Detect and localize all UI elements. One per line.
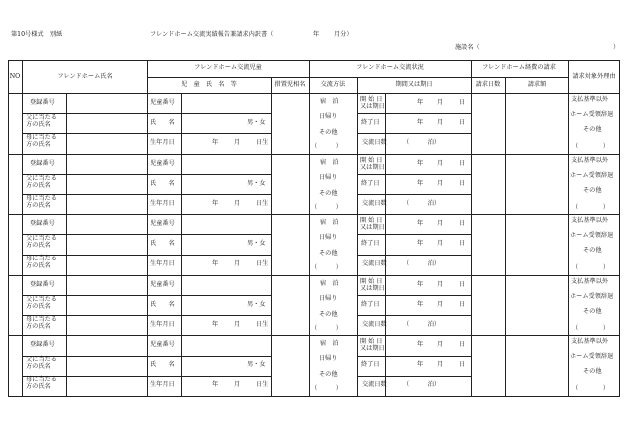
reason-other-label: その他 [583, 307, 602, 315]
birth-month-label: 月 [234, 381, 241, 389]
child-name-label: 氏 名 [150, 300, 175, 308]
sex-label: 男・女 [247, 361, 266, 369]
nights-label: （ 泊） [403, 139, 441, 146]
sex-label: 男・女 [247, 240, 266, 248]
method-other-paren: （ ） [311, 203, 342, 211]
col-exclusion-reason: 請求対象外理由 [572, 73, 616, 80]
form-number: 第10号様式 [11, 31, 44, 38]
reason-standard-label: 支払基準以外 [571, 338, 609, 346]
reason-standard-label: 支払基準以外 [571, 217, 609, 225]
reason-other-label: その他 [583, 247, 602, 255]
mother-name-label: 方の氏名 [26, 141, 51, 148]
birth-day-label: 日生 [256, 199, 269, 207]
col-no: NO [9, 73, 21, 80]
exchange-days-label: 交流日数 [362, 260, 387, 268]
start-date-label: 開 始 日 [360, 338, 383, 346]
nights-label: （ 泊） [403, 320, 441, 328]
method-daytrip-label: 日帰り [319, 113, 338, 120]
col-children-group: フレンドホーム交流児童 [194, 64, 262, 71]
registration-number-label: 登録番号 [30, 280, 55, 288]
reason-decline-label: ホーム受領辞退 [570, 111, 614, 118]
method-other-label: その他 [319, 250, 338, 258]
facility-label: 施設名（ [455, 44, 480, 51]
father-name-label: 父に当たる [26, 295, 57, 303]
method-other-label: その他 [319, 371, 338, 379]
registration-number-label: 登録番号 [30, 99, 55, 106]
method-other-paren: （ ） [311, 324, 342, 332]
sex-label: 男・女 [247, 179, 266, 187]
method-other-paren: （ ） [311, 264, 342, 272]
end-year-label: 年 [417, 240, 424, 248]
birthdate-label: 生年月日 [150, 199, 175, 207]
start-year-label: 年 [417, 341, 424, 349]
nights-label: （ 泊） [403, 199, 441, 207]
facility-close: ） [613, 44, 620, 51]
exchange-days-label: 交流日数 [362, 139, 387, 146]
exchange-days-label: 交流日数 [362, 320, 387, 328]
start-month-label: 月 [437, 341, 444, 349]
birth-year-label: 年 [212, 320, 219, 328]
start-day-label: 日 [459, 99, 466, 106]
mother-name-label: 母に当たる [26, 255, 57, 263]
reason-other-paren: （ ） [572, 324, 610, 332]
end-year-label: 年 [417, 300, 424, 308]
reason-standard-label: 支払基準以外 [571, 96, 609, 103]
mother-name-label: 方の氏名 [26, 201, 51, 209]
reason-decline-label: ホーム受領辞退 [570, 171, 614, 179]
end-date-label: 終了日 [361, 240, 380, 248]
end-year-label: 年 [417, 119, 424, 126]
method-stay-label: 宿 泊 [320, 158, 339, 166]
child-name-label: 氏 名 [150, 240, 175, 248]
method-daytrip-label: 日帰り [319, 234, 338, 242]
mother-name-label: 方の氏名 [26, 322, 51, 330]
reason-standard-label: 支払基準以外 [571, 277, 609, 285]
birth-day-label: 日生 [256, 139, 269, 146]
end-day-label: 日 [459, 119, 466, 126]
father-name-label: 方の氏名 [26, 302, 51, 310]
start-day-label: 日 [459, 341, 466, 349]
end-day-label: 日 [459, 300, 466, 308]
end-day-label: 日 [459, 179, 466, 187]
end-date-label: 終了日 [361, 179, 380, 187]
start-year-label: 年 [417, 280, 424, 288]
father-name-label: 父に当たる [26, 174, 57, 182]
father-name-label: 父に当たる [26, 356, 57, 364]
method-other-label: その他 [319, 310, 338, 318]
start-month-label: 月 [437, 99, 444, 106]
nights-label: （ 泊） [403, 260, 441, 268]
method-daytrip-label: 日帰り [319, 355, 338, 363]
birth-year-label: 年 [212, 139, 219, 146]
birth-day-label: 日生 [256, 320, 269, 328]
child-name-label: 氏 名 [150, 119, 175, 126]
exchange-days-label: 交流日数 [362, 381, 387, 389]
sex-label: 男・女 [247, 300, 266, 308]
birth-year-label: 年 [212, 260, 219, 268]
start-year-label: 年 [417, 220, 424, 228]
start-date-label: 又は期日 [360, 345, 385, 353]
method-stay-label: 宿 泊 [320, 98, 339, 105]
mother-name-label: 方の氏名 [26, 383, 51, 391]
end-month-label: 月 [437, 240, 444, 248]
method-stay-label: 宿 泊 [320, 219, 339, 227]
end-date-label: 終了日 [361, 361, 380, 369]
registration-number-label: 登録番号 [30, 159, 55, 167]
end-year-label: 年 [417, 179, 424, 187]
start-month-label: 月 [437, 280, 444, 288]
start-day-label: 日 [459, 159, 466, 167]
col-method: 交流方法 [320, 81, 346, 88]
child-name-label: 氏 名 [150, 179, 175, 187]
col-claim-amount: 請求額 [527, 81, 547, 88]
birthdate-label: 生年月日 [150, 260, 175, 268]
method-stay-label: 宿 泊 [320, 340, 339, 348]
birth-day-label: 日生 [256, 381, 269, 389]
reason-standard-label: 支払基準以外 [571, 156, 609, 164]
father-name-label: 方の氏名 [26, 242, 51, 250]
end-year-label: 年 [417, 361, 424, 369]
father-name-label: 方の氏名 [26, 121, 51, 128]
reason-other-paren: （ ） [572, 203, 610, 211]
birth-year-label: 年 [212, 199, 219, 207]
birthdate-label: 生年月日 [150, 139, 175, 146]
mother-name-label: 母に当たる [26, 376, 57, 384]
mother-name-label: 母に当たる [26, 194, 57, 202]
reason-decline-label: ホーム受領辞退 [570, 292, 614, 300]
birth-month-label: 月 [234, 199, 241, 207]
method-other-label: その他 [319, 129, 338, 136]
col-child-name: 児 童 氏 名 等 [181, 81, 237, 88]
child-number-label: 児童番号 [150, 99, 175, 106]
reason-other-paren: （ ） [572, 385, 610, 393]
mother-name-label: 母に当たる [26, 134, 57, 141]
sex-label: 男・女 [247, 119, 266, 126]
start-date-label: 開 始 日 [360, 96, 383, 103]
start-month-label: 月 [437, 220, 444, 228]
mother-name-label: 方の氏名 [26, 262, 51, 270]
exchange-days-label: 交流日数 [362, 199, 387, 207]
end-month-label: 月 [437, 179, 444, 187]
start-day-label: 日 [459, 280, 466, 288]
method-daytrip-label: 日帰り [319, 294, 338, 302]
method-stay-label: 宿 泊 [320, 279, 339, 287]
start-date-label: 又は期日 [360, 284, 385, 292]
nights-label: （ 泊） [403, 381, 441, 389]
document-title: フレンドホーム交流実績報告兼請求内訳書（ [150, 31, 274, 38]
start-day-label: 日 [459, 220, 466, 228]
child-number-label: 児童番号 [150, 159, 175, 167]
col-home-name: フレンドホーム氏名 [57, 73, 113, 80]
reason-other-label: その他 [583, 368, 602, 376]
start-date-label: 又は期日 [360, 224, 385, 232]
start-date-label: 開 始 日 [360, 217, 383, 225]
col-claim-days: 請求日数 [475, 81, 501, 88]
birth-year-label: 年 [212, 381, 219, 389]
title-year-label: 年 [313, 31, 320, 38]
reason-other-paren: （ ） [572, 264, 610, 272]
start-date-label: 又は期日 [360, 103, 385, 110]
end-month-label: 月 [437, 119, 444, 126]
end-day-label: 日 [459, 240, 466, 248]
start-date-label: 開 始 日 [360, 277, 383, 285]
reason-other-label: その他 [583, 126, 602, 133]
start-year-label: 年 [417, 159, 424, 167]
father-name-label: 父に当たる [26, 114, 57, 121]
registration-number-label: 登録番号 [30, 220, 55, 228]
start-date-label: 又は期日 [360, 163, 385, 171]
birth-month-label: 月 [234, 320, 241, 328]
end-month-label: 月 [437, 300, 444, 308]
birth-day-label: 日生 [256, 260, 269, 268]
method-daytrip-label: 日帰り [319, 173, 338, 181]
start-date-label: 開 始 日 [360, 156, 383, 164]
reason-decline-label: ホーム受領辞退 [570, 232, 614, 240]
child-number-label: 児童番号 [150, 280, 175, 288]
child-number-label: 児童番号 [150, 220, 175, 228]
father-name-label: 方の氏名 [26, 181, 51, 189]
col-measure-code: 措置児相名 [274, 81, 306, 88]
end-date-label: 終了日 [361, 300, 380, 308]
mother-name-label: 母に当たる [26, 315, 57, 323]
end-date-label: 終了日 [361, 119, 380, 126]
method-other-paren: （ ） [311, 385, 342, 393]
end-day-label: 日 [459, 361, 466, 369]
birthdate-label: 生年月日 [150, 320, 175, 328]
father-name-label: 方の氏名 [26, 363, 51, 371]
col-period: 期間又は期日 [395, 81, 433, 88]
title-month-label: 月分） [334, 31, 353, 38]
birth-month-label: 月 [234, 260, 241, 268]
col-expense-group: フレンドホーム経費の請求 [482, 64, 556, 71]
birthdate-label: 生年月日 [150, 381, 175, 389]
child-name-label: 氏 名 [150, 361, 175, 369]
father-name-label: 父に当たる [26, 235, 57, 243]
reason-other-label: その他 [583, 186, 602, 194]
child-number-label: 児童番号 [150, 341, 175, 349]
attachment-label: 別紙 [50, 31, 63, 38]
start-year-label: 年 [417, 99, 424, 106]
start-month-label: 月 [437, 159, 444, 167]
method-other-label: その他 [319, 189, 338, 197]
col-status-group: フレンドホーム交流状況 [356, 64, 424, 71]
birth-month-label: 月 [234, 139, 241, 146]
reason-other-paren: （ ） [572, 143, 610, 150]
method-other-paren: （ ） [311, 143, 342, 150]
reason-decline-label: ホーム受領辞退 [570, 353, 614, 361]
registration-number-label: 登録番号 [30, 341, 55, 349]
end-month-label: 月 [437, 361, 444, 369]
